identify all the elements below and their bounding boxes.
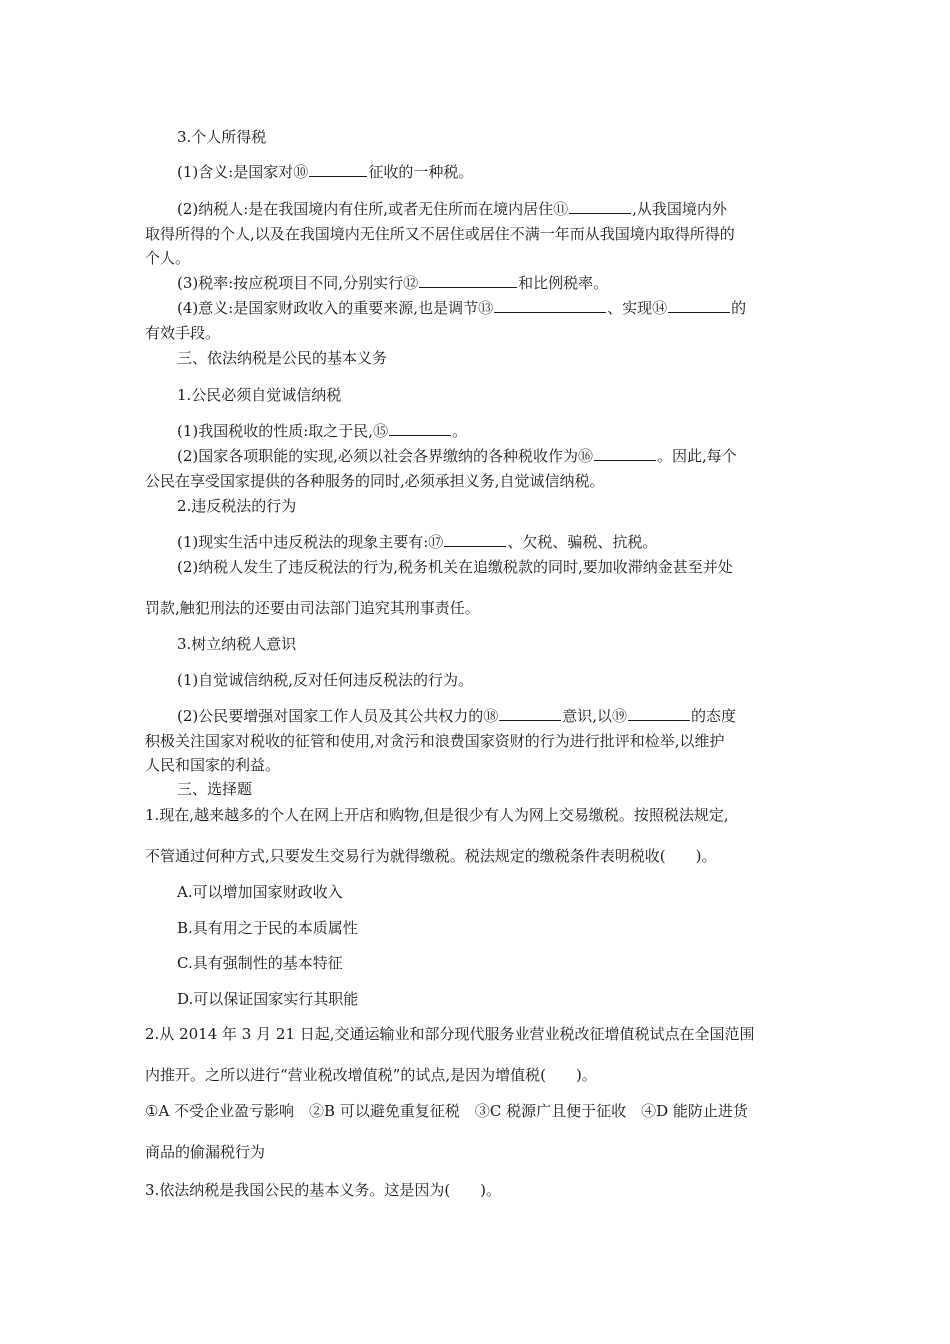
question-1-option-a[interactable]: A.可以增加国家财政收入: [177, 883, 343, 901]
paragraph-violation-penalty: (2)纳税人发生了违反税法的行为,税务机关在追缴税款的同时,要加收滞纳金甚至并处: [177, 558, 733, 576]
subheading-taxpayer-awareness: 3.树立纳税人意识: [177, 635, 297, 653]
paragraph-violation-types: (1)现实生活中违反税法的现象主要有:⑰ 、欠税、骗税、抗税。: [177, 533, 658, 551]
answer-blank-18[interactable]: [499, 706, 561, 721]
paragraph-awareness-2: (2)公民要增强对国家工作人员及其公共权力的⑱ 意识,以⑲ 的态度: [177, 707, 737, 725]
answer-blank-10[interactable]: [309, 162, 367, 177]
question-2-options[interactable]: ①A 不受企业盈亏影响 ②B 可以避免重复征税 ③C 税源广且便于征收 ④D 能防止进货: [145, 1102, 748, 1120]
answer-blank-11[interactable]: [569, 199, 631, 214]
question-2-line2: 内推开。之所以进行“营业税改增值税”的试点,是因为增值税( )。: [145, 1066, 597, 1084]
answer-blank-17[interactable]: [444, 532, 506, 547]
answer-blank-19[interactable]: [628, 706, 690, 721]
paragraph-tax-nature: (1)我国税收的性质:取之于民,⑮ 。: [177, 422, 468, 440]
question-1-option-b[interactable]: B.具有用之于民的本质属性: [177, 919, 358, 937]
subheading-violations: 2.违反税法的行为: [177, 497, 297, 515]
paragraph-violation-penalty-line2: 罚款,触犯刑法的还要由司法部门追究其刑事责任。: [145, 599, 480, 617]
paragraph-awareness-1: (1)自觉诚信纳税,反对任何违反税法的行为。: [177, 671, 474, 689]
section-heading-choice: 三、选择题: [177, 780, 253, 798]
paragraph-awareness-2-line3: 人民和国家的利益。: [145, 756, 281, 774]
question-1-option-c[interactable]: C.具有强制性的基本特征: [177, 954, 343, 972]
paragraph-tax-rate: (3)税率:按应税项目不同,分别实行⑫ 和比例税率。: [177, 274, 609, 292]
paragraph-significance-line2: 有效手段。: [145, 324, 221, 342]
subheading-honest-tax: 1.公民必须自觉诚信纳税: [177, 386, 342, 404]
question-1-line1: 1.现在,越来越多的个人在网上开店和购物,但是很少有人为网上交易缴税。按照税法规定,: [145, 806, 729, 824]
paragraph-definition: (1)含义:是国家对⑩ 征收的一种税。: [177, 163, 474, 181]
paragraph-taxpayer: (2)纳税人:是在我国境内有住所,或者无住所而在境内居住⑪ ,从我国境内外: [177, 200, 727, 218]
paragraph-state-functions-line2: 公民在享受国家提供的各种服务的同时,必须承担义务,自觉诚信纳税。: [145, 472, 605, 490]
question-3-line1: 3.依法纳税是我国公民的基本义务。这是因为( )。: [145, 1181, 502, 1199]
question-1-option-d[interactable]: D.可以保证国家实行其职能: [177, 990, 359, 1008]
question-1-line2: 不管通过何种方式,只要发生交易行为就得缴税。税法规定的缴税条件表明税收( )。: [145, 847, 717, 865]
question-2-options-line2: 商品的偷漏税行为: [145, 1143, 266, 1161]
answer-blank-14[interactable]: [668, 298, 730, 313]
answer-blank-15[interactable]: [389, 421, 451, 436]
paragraph-taxpayer-line3: 个人。: [145, 249, 191, 267]
paragraph-state-functions: (2)国家各项职能的实现,必须以社会各界缴纳的各种税收作为⑯ 。因此,每个: [177, 447, 737, 465]
paragraph-awareness-2-line2: 积极关注国家对税收的征管和使用,对贪污和浪费国家资财的行为进行批评和检举,以维护: [145, 732, 725, 750]
section-heading-income-tax: 3.个人所得税: [177, 128, 267, 146]
paragraph-taxpayer-line2: 取得所得的个人,以及在我国境内无住所又不居住或居住不满一年而从我国境内取得所得的: [145, 225, 735, 243]
question-2-line1: 2.从 2014 年 3 月 21 日起,交通运输业和部分现代服务业营业税改征增值税试点在全国范围: [145, 1025, 755, 1043]
section-heading-obligation: 三、依法纳税是公民的基本义务: [177, 349, 388, 367]
answer-blank-16[interactable]: [594, 446, 656, 461]
answer-blank-12[interactable]: [419, 273, 517, 288]
paragraph-significance: (4)意义:是国家财政收入的重要来源,也是调节⑬ 、实现⑭ 的: [177, 299, 747, 317]
answer-blank-13[interactable]: [494, 298, 606, 313]
